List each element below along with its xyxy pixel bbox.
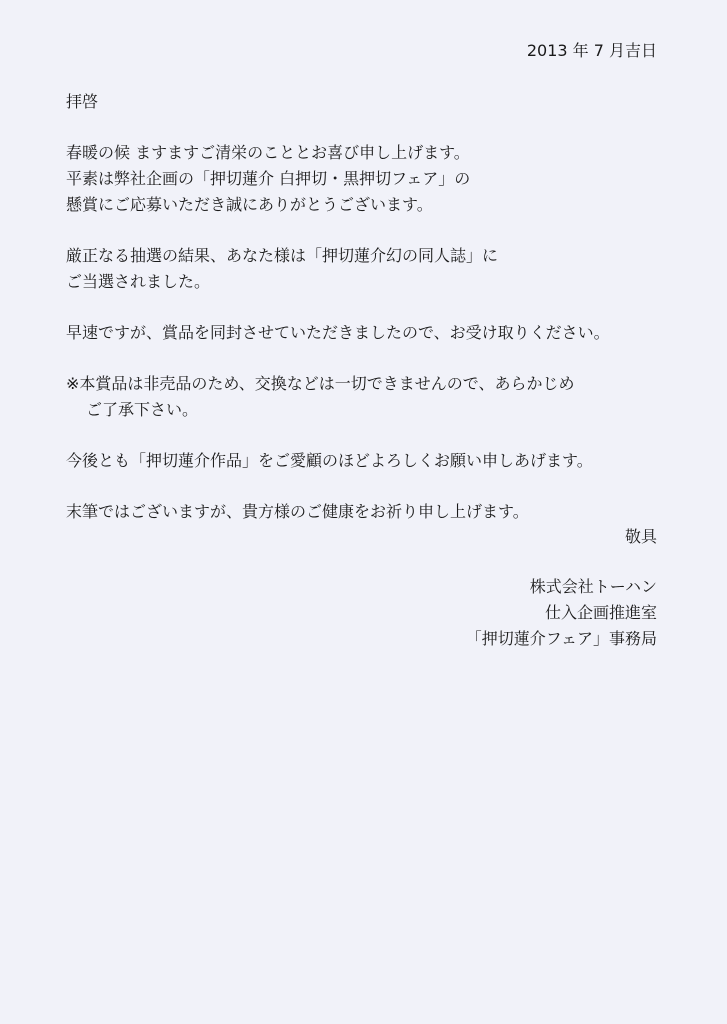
paragraph-4-line-2: ご了承下さい。 (86, 400, 199, 419)
salutation: 拝啓 (66, 92, 99, 111)
signature-office: 「押切蓮介フェア」事務局 (465, 629, 657, 648)
paragraph-1-line-3: 懸賞にご応募いただき誠にありがとうございます。 (66, 195, 433, 214)
paragraph-1-line-1: 春暖の候 ますますご清栄のこととお喜び申し上げます。 (66, 143, 470, 162)
paragraph-2-line-1: 厳正なる抽選の結果、あなた様は「押切蓮介幻の同人誌」に (66, 246, 499, 265)
paragraph-3-line-1: 早速ですが、賞品を同封させていただきましたので、お受け取りください。 (66, 323, 610, 342)
paragraph-1-line-2: 平素は弊社企画の「押切蓮介 白押切・黒押切フェア」の (66, 169, 471, 188)
letter-date: 2013 年 7 月吉日 (526, 41, 657, 60)
paragraph-6-line-1: 末筆ではございますが、貴方様のご健康をお祈り申し上げます。 (66, 502, 529, 521)
signature-company: 株式会社トーハン (529, 577, 657, 596)
paragraph-5-line-1: 今後とも「押切蓮介作品」をご愛顧のほどよろしくお願い申しあげます。 (66, 451, 593, 470)
closing-phrase: 敬具 (624, 527, 657, 546)
paragraph-4-line-1: ※本賞品は非売品のため、交換などは一切できませんので、あらかじめ (66, 374, 575, 393)
signature-department: 仕入企画推進室 (544, 603, 657, 622)
paragraph-2-line-2: ご当選されました。 (66, 272, 211, 291)
